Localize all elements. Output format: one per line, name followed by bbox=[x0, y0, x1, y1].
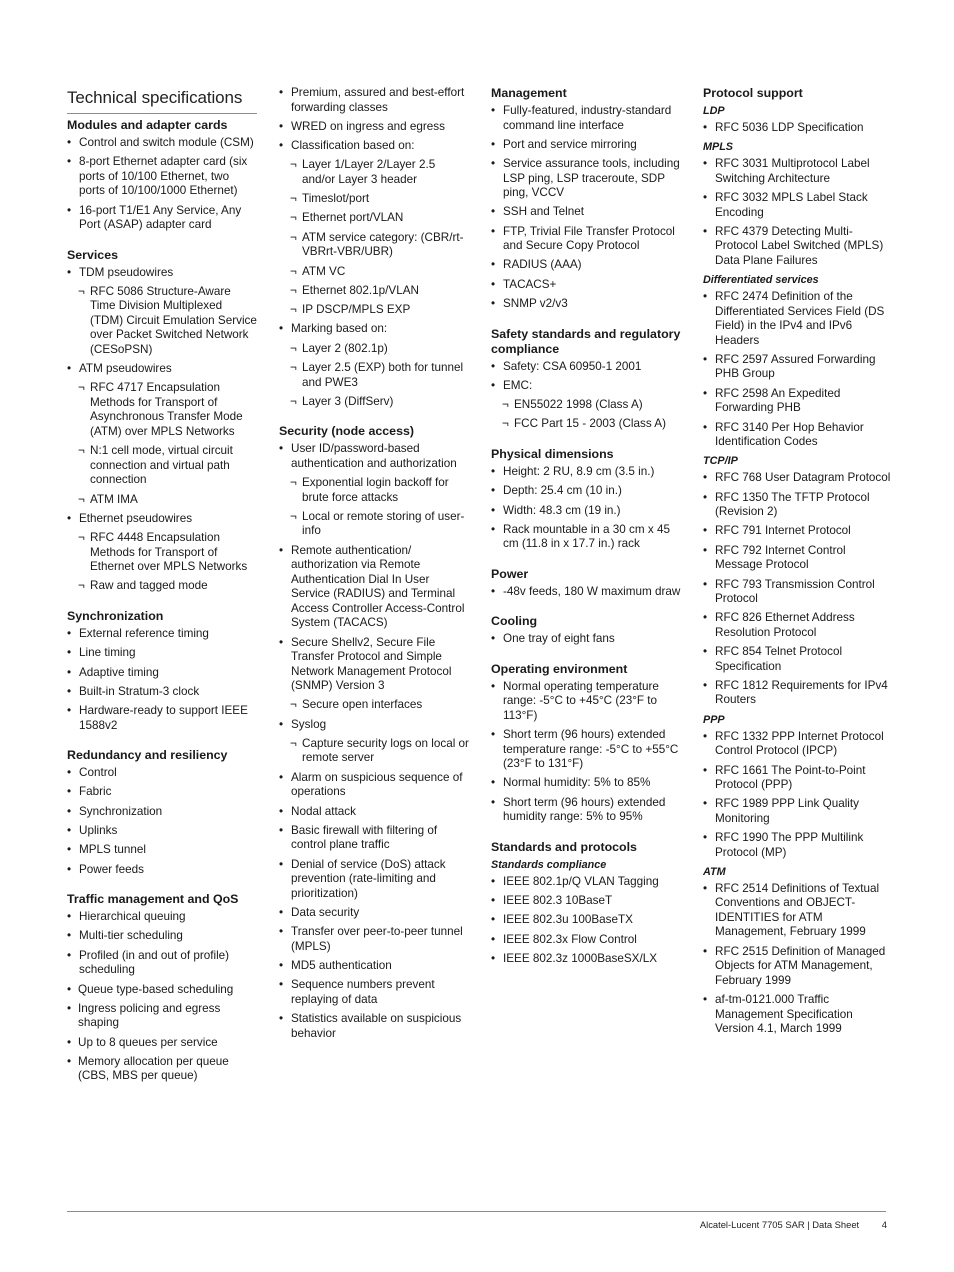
list-item: • Power feeds bbox=[67, 863, 257, 878]
list-item: • Synchronization bbox=[67, 805, 257, 820]
list-item: • Syslog bbox=[279, 718, 469, 733]
spec-section bbox=[491, 840, 681, 967]
list-item: • Classification based on: bbox=[279, 139, 469, 154]
list-item: • Port and service mirroring bbox=[491, 138, 681, 153]
sub-list-item: ¬ Secure open interfaces bbox=[279, 698, 469, 713]
list-item: • SSH and Telnet bbox=[491, 205, 681, 220]
spec-section bbox=[67, 892, 257, 1084]
section-heading: Modules and adapter cards bbox=[67, 118, 228, 132]
list-item: • Short term (96 hours) extended humidity range: 5% to 95% bbox=[491, 796, 681, 825]
footer bbox=[700, 1219, 887, 1230]
list-item: • IEEE 802.3z 1000BaseSX/LX bbox=[491, 952, 681, 967]
list-item: • Secure Shellv2, Secure File Transfer Protocol and Simple Network Management Protocol (SNMP) Version 3 bbox=[279, 636, 469, 694]
section-heading: Protocol support bbox=[703, 86, 803, 100]
list-item: • RFC 1661 The Point-to-Point Protocol (PPP) bbox=[703, 764, 893, 793]
list-item: • Adaptive timing bbox=[67, 666, 257, 681]
list-item: • IEEE 802.3x Flow Control bbox=[491, 933, 681, 948]
list-item: • Ingress policing and egress shaping bbox=[67, 1002, 257, 1031]
list-item: • External reference timing bbox=[67, 627, 257, 642]
list-item: • Multi-tier scheduling bbox=[67, 929, 257, 944]
column-1 bbox=[67, 86, 257, 1099]
sub-list-item: ¬ RFC 4448 Encapsulation Methods for Transport of Ethernet over MPLS Networks bbox=[67, 531, 257, 575]
list-item: • RFC 3031 Multiprotocol Label Switching Architecture bbox=[703, 157, 893, 186]
sub-list-item: ¬ ATM VC bbox=[279, 265, 469, 280]
column-3 bbox=[491, 86, 681, 981]
list-item: • Nodal attack bbox=[279, 805, 469, 820]
list-item: • Queue type-based scheduling bbox=[67, 983, 257, 998]
list-item: • Depth: 25.4 cm (10 in.) bbox=[491, 484, 681, 499]
sub-list-item: ¬ ATM service category: (CBR/rt-VBRrt-VBR/UBR) bbox=[279, 231, 469, 260]
section-heading: Power bbox=[491, 566, 529, 581]
list-item: • Alarm on suspicious sequence of operations bbox=[279, 771, 469, 800]
list-item: • Uplinks bbox=[67, 824, 257, 839]
list-item: • ATM pseudowires bbox=[67, 362, 257, 377]
subsection-heading: TCP/IP bbox=[703, 455, 738, 468]
list-item: • Service assurance tools, including LSP ping, LSP traceroute, SDP ping, VCCV bbox=[491, 157, 681, 201]
list-item: • FTP, Trivial File Transfer Protocol and Secure Copy Protocol bbox=[491, 225, 681, 254]
list-item: • 8-port Ethernet adapter card (six ports of 10/100 Ethernet, two ports of 10/100/1000 Ethernet) bbox=[67, 155, 257, 199]
sub-list-item: ¬ Timeslot/port bbox=[279, 192, 469, 207]
section-heading: Redundancy and resiliency bbox=[67, 748, 228, 763]
sub-list-item: ¬ EN55022 1998 (Class A) bbox=[491, 398, 681, 413]
list-item: • Height: 2 RU, 8.9 cm (3.5 in.) bbox=[491, 465, 681, 480]
list-item: • IEEE 802.1p/Q VLAN Tagging bbox=[491, 875, 681, 890]
list-item: • RFC 1350 The TFTP Protocol (Revision 2) bbox=[703, 491, 893, 520]
list-item: • Basic firewall with filtering of control plane traffic bbox=[279, 824, 469, 853]
list-item: • Transfer over peer-to-peer tunnel (MPLS) bbox=[279, 925, 469, 954]
list-item: • Hierarchical queuing bbox=[67, 910, 257, 925]
list-item: • RFC 791 Internet Protocol bbox=[703, 524, 893, 539]
list-item: • RFC 1989 PPP Link Quality Monitoring bbox=[703, 797, 893, 826]
list-item: • EMC: bbox=[491, 379, 681, 394]
list-item: • IEEE 802.3 10BaseT bbox=[491, 894, 681, 909]
list-item: • MD5 authentication bbox=[279, 959, 469, 974]
list-item: • RFC 2515 Definition of Managed Objects for ATM Management, February 1999 bbox=[703, 945, 893, 989]
footer-divider bbox=[67, 1211, 886, 1212]
list-item: • Premium, assured and best-effort forwarding classes bbox=[279, 86, 469, 115]
subsection-heading: MPLS bbox=[703, 141, 733, 154]
list-item: • MPLS tunnel bbox=[67, 843, 257, 858]
list-item: • One tray of eight fans bbox=[491, 632, 681, 647]
list-item: • Width: 48.3 cm (19 in.) bbox=[491, 504, 681, 519]
list-item: • RFC 1812 Requirements for IPv4 Routers bbox=[703, 679, 893, 708]
sub-list-item: ¬ Raw and tagged mode bbox=[67, 579, 257, 594]
sub-list-item: ¬ Layer 1/Layer 2/Layer 2.5 and/or Layer 3 header bbox=[279, 158, 469, 187]
page-title: Technical specifications bbox=[67, 86, 257, 114]
sub-list-item: ¬ IP DSCP/MPLS EXP bbox=[279, 303, 469, 318]
list-item: • RFC 1990 The PPP Multilink Protocol (MP) bbox=[703, 831, 893, 860]
list-item: • 16-port T1/E1 Any Service, Any Port (ASAP) adapter card bbox=[67, 204, 257, 233]
list-item: • Profiled (in and out of profile) scheduling bbox=[67, 949, 257, 978]
section-heading: Management bbox=[491, 86, 567, 100]
sub-list-item: ¬ Ethernet 802.1p/VLAN bbox=[279, 284, 469, 299]
list-item: • af-tm-0121.000 Traffic Management Specification Version 4.1, March 1999 bbox=[703, 993, 893, 1037]
page-number: 4 bbox=[881, 1219, 887, 1230]
list-item: • Normal humidity: 5% to 85% bbox=[491, 776, 681, 791]
list-item: • Built-in Stratum-3 clock bbox=[67, 685, 257, 700]
list-item: • Memory allocation per queue (CBS, MBS per queue) bbox=[67, 1055, 257, 1084]
spec-section bbox=[491, 614, 681, 647]
list-item: • IEEE 802.3u 100BaseTX bbox=[491, 913, 681, 928]
spec-section bbox=[703, 86, 893, 1037]
list-item: • Safety: CSA 60950-1 2001 bbox=[491, 360, 681, 375]
sub-list-item: ¬ Layer 3 (DiffServ) bbox=[279, 395, 469, 410]
section-heading: Services bbox=[67, 247, 118, 262]
list-item: • RFC 2598 An Expedited Forwarding PHB bbox=[703, 387, 893, 416]
section-heading: Physical dimensions bbox=[491, 446, 614, 461]
sub-list-item: ¬ Layer 2.5 (EXP) both for tunnel and PWE3 bbox=[279, 361, 469, 390]
list-item: • WRED on ingress and egress bbox=[279, 120, 469, 135]
spec-section bbox=[491, 86, 681, 312]
list-item: • Denial of service (DoS) attack prevention (rate-limiting and prioritization) bbox=[279, 858, 469, 902]
sub-list-item: ¬ FCC Part 15 - 2003 (Class A) bbox=[491, 417, 681, 432]
list-item: • RFC 793 Transmission Control Protocol bbox=[703, 578, 893, 607]
subsection-heading: LDP bbox=[703, 105, 725, 117]
list-item: • RFC 3140 Per Hop Behavior Identification Codes bbox=[703, 421, 893, 450]
list-item: • Remote authentication/ authorization via Remote Authentication Dial In User Service (RADIUS) and Terminal Access Controller Access-Control System (TACACS) bbox=[279, 544, 469, 631]
list-item: • TDM pseudowires bbox=[67, 266, 257, 281]
sub-list-item: ¬ Local or remote storing of user-info bbox=[279, 510, 469, 539]
list-item: • Line timing bbox=[67, 646, 257, 661]
sub-list-item: ¬ RFC 5086 Structure-Aware Time Division Multiplexed (TDM) Circuit Emulation Service over Packet Switched Network (CESoPSN) bbox=[67, 285, 257, 358]
spec-section bbox=[279, 424, 469, 1041]
list-item: • -48v feeds, 180 W maximum draw bbox=[491, 585, 681, 600]
section-heading: Cooling bbox=[491, 614, 538, 629]
spec-section bbox=[491, 327, 681, 432]
list-item: • Control and switch module (CSM) bbox=[67, 136, 257, 151]
sub-list-item: ¬ ATM IMA bbox=[67, 493, 257, 508]
list-item: • Fabric bbox=[67, 785, 257, 800]
sub-list-item: ¬ N:1 cell mode, virtual circuit connection and virtual path connection bbox=[67, 444, 257, 488]
list-item: • RFC 4379 Detecting Multi-Protocol Label Switched (MPLS) Data Plane Failures bbox=[703, 225, 893, 269]
list-item: • Short term (96 hours) extended temperature range: -5°C to +55°C (23°F to 131°F) bbox=[491, 728, 681, 772]
subsection-heading: PPP bbox=[703, 713, 725, 726]
spec-section bbox=[491, 567, 681, 600]
list-item: • User ID/password-based authentication and authorization bbox=[279, 442, 469, 471]
spec-section bbox=[67, 248, 257, 594]
sub-list-item: ¬ Ethernet port/VLAN bbox=[279, 211, 469, 226]
list-item: • RFC 2597 Assured Forwarding PHB Group bbox=[703, 353, 893, 382]
list-item: • RADIUS (AAA) bbox=[491, 258, 681, 273]
list-item: • RFC 854 Telnet Protocol Specification bbox=[703, 645, 893, 674]
sub-list-item: ¬ Exponential login backoff for brute force attacks bbox=[279, 476, 469, 505]
list-item: • Marking based on: bbox=[279, 322, 469, 337]
section-heading: Standards and protocols bbox=[491, 839, 637, 854]
sub-list-item: ¬ Capture security logs on local or remote server bbox=[279, 737, 469, 766]
list-item: • RFC 5036 LDP Specification bbox=[703, 121, 893, 136]
footer-doc-title: Alcatel-Lucent 7705 SAR | Data Sheet bbox=[699, 1219, 860, 1230]
list-item: • RFC 2474 Definition of the Differentiated Services Field (DS Field) in the IPv4 and IPv6 Headers bbox=[703, 290, 893, 348]
spec-section bbox=[491, 447, 681, 552]
list-item: • Ethernet pseudowires bbox=[67, 512, 257, 527]
spec-section bbox=[279, 86, 469, 409]
section-heading: Traffic management and QoS bbox=[67, 892, 239, 907]
section-heading: Synchronization bbox=[67, 608, 164, 623]
spec-section bbox=[67, 118, 257, 233]
list-item: • RFC 826 Ethernet Address Resolution Protocol bbox=[703, 611, 893, 640]
section-heading: Security (node access) bbox=[279, 424, 414, 439]
column-2 bbox=[279, 86, 469, 1056]
subsection-heading: Differentiated services bbox=[703, 274, 819, 287]
list-item: • RFC 1332 PPP Internet Protocol Control Protocol (IPCP) bbox=[703, 730, 893, 759]
section-heading: Safety standards and regulatory compliance bbox=[491, 326, 681, 356]
subsection-heading: Standards compliance bbox=[491, 858, 607, 871]
list-item: • RFC 2514 Definitions of Textual Conventions and OBJECT-IDENTITIES for ATM Management, February 1999 bbox=[703, 882, 893, 940]
list-item: • RFC 768 User Datagram Protocol bbox=[703, 471, 893, 486]
sub-list-item: ¬ RFC 4717 Encapsulation Methods for Transport of Asynchronous Transfer Mode (ATM) over MPLS Networks bbox=[67, 381, 257, 439]
section-heading: Operating environment bbox=[491, 661, 628, 676]
spec-section bbox=[67, 609, 257, 733]
list-item: • RFC 3032 MPLS Label Stack Encoding bbox=[703, 191, 893, 220]
spec-section bbox=[67, 748, 257, 877]
list-item: • Normal operating temperature range: -5°C to +45°C (23°F to 113°F) bbox=[491, 680, 681, 724]
list-item: • Data security bbox=[279, 906, 469, 921]
spec-section bbox=[491, 662, 681, 825]
sub-list-item: ¬ Layer 2 (802.1p) bbox=[279, 342, 469, 357]
list-item: • Sequence numbers prevent replaying of data bbox=[279, 978, 469, 1007]
subsection-heading: ATM bbox=[703, 865, 726, 878]
list-item: • Control bbox=[67, 766, 257, 781]
column-4 bbox=[703, 86, 893, 1052]
list-item: • TACACS+ bbox=[491, 278, 681, 293]
list-item: • Up to 8 queues per service bbox=[67, 1036, 257, 1051]
list-item: • Fully-featured, industry-standard command line interface bbox=[491, 104, 681, 133]
list-item: • SNMP v2/v3 bbox=[491, 297, 681, 312]
list-item: • Hardware-ready to support IEEE 1588v2 bbox=[67, 704, 257, 733]
list-item: • Rack mountable in a 30 cm x 45 cm (11.8 in x 17.7 in.) rack bbox=[491, 523, 681, 552]
list-item: • Statistics available on suspicious behavior bbox=[279, 1012, 469, 1041]
list-item: • RFC 792 Internet Control Message Protocol bbox=[703, 544, 893, 573]
